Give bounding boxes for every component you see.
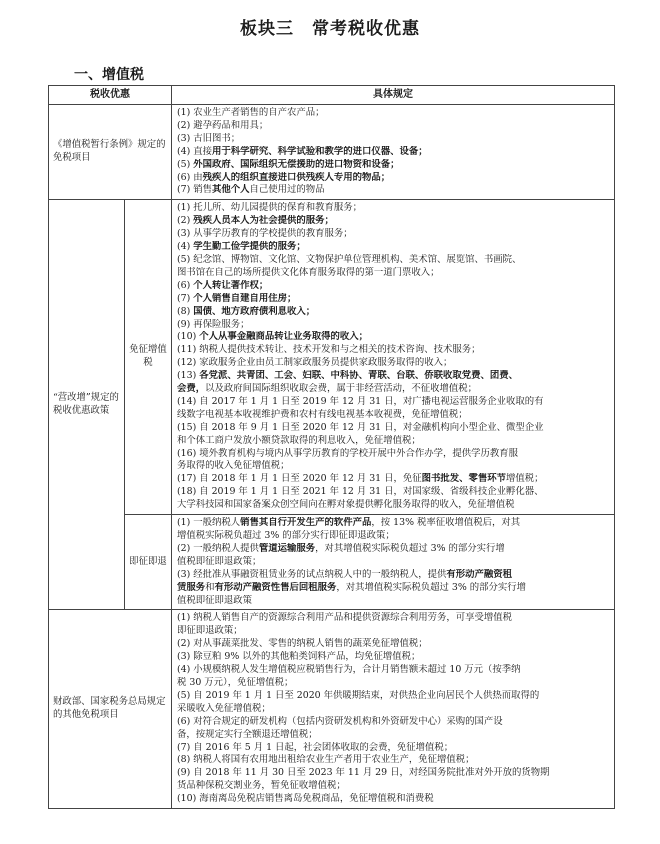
list-item [177, 543, 609, 556]
list-item [177, 396, 609, 409]
category-cell: 《增值税暂行条例》规定的免税项目 [49, 105, 172, 200]
table-header-row [49, 86, 615, 105]
list-item [177, 172, 609, 185]
list-item [177, 267, 609, 280]
list-item [177, 146, 609, 159]
item-text: (1) 一般纳税人 [177, 517, 241, 529]
list-item [177, 499, 609, 512]
list-item [177, 767, 609, 780]
item-bold-text: 个人转让著作权； [193, 279, 269, 291]
list-item [177, 254, 609, 267]
list-item [177, 280, 609, 293]
item-bold-text: 管道运输服务 [258, 542, 316, 554]
item-bold-text: 个人销售自建自用住房； [193, 292, 297, 304]
item-text: (6) [177, 279, 194, 291]
item-text: 货品种保税交割业务，暂免征收增值税； [177, 780, 346, 792]
item-bold-text: 会费， [177, 383, 206, 395]
list-item [177, 228, 609, 241]
content-cell [172, 515, 615, 610]
list-item [177, 569, 609, 582]
item-text: ，按 13% 税率征收增值税后，对其 [371, 517, 521, 529]
list-item [177, 780, 609, 793]
list-item [177, 202, 609, 215]
item-text: ，对其增值税实际税负超过 3% 的部分实行增 [315, 542, 505, 554]
item-text: (4) 小规模纳税人发生增值税应税销售行为，合计月销售额未超过 10 万元（按季纳 [177, 664, 521, 676]
item-text: (10) [177, 331, 200, 343]
list-item [177, 582, 609, 595]
item-text: (1) 纳税人销售自产的资源综合利用产品和提供资源综合利用劳务，可享受增值税 [177, 612, 513, 624]
list-item [177, 344, 609, 357]
list-item [177, 460, 609, 473]
category-cell: 财政部、国家税务总局规定的其他免税项目 [49, 610, 172, 809]
list-item [177, 793, 609, 806]
list-item [177, 595, 609, 608]
item-bold-text: 残疾人的组织直接进口供残疾人专用的物品； [202, 171, 391, 183]
list-item [177, 703, 609, 716]
item-text: (3) 从事学历教育的学校提供的教育服务； [177, 228, 353, 240]
item-text: (8) [177, 305, 194, 317]
list-item [177, 319, 609, 332]
table-row [49, 200, 615, 515]
item-bold-text: 有形动产融资性售后回租服务 [214, 581, 337, 593]
item-bold-text: 其他个人 [212, 184, 250, 196]
item-text: (10) 海南离岛免税店销售离岛免税商品，免征增值税和消费税 [177, 793, 434, 805]
header-tax-benefit: 税收优惠 [49, 86, 172, 105]
list-item [177, 215, 609, 228]
item-text: (7) [177, 292, 194, 304]
list-item [177, 690, 609, 703]
item-text: (5) 自 2019 年 1 月 1 日至 2020 年供暖期结束，对供热企业向居民个人供热而取得的 [177, 689, 540, 701]
item-text: (5) [177, 158, 194, 170]
content-cell [172, 105, 615, 200]
list-item [177, 729, 609, 742]
list-item [177, 517, 609, 530]
list-item [177, 651, 609, 664]
list-item [177, 556, 609, 569]
list-item [177, 133, 609, 146]
list-item [177, 664, 609, 677]
list-item [177, 473, 609, 486]
list-item [177, 159, 609, 172]
list-item [177, 612, 609, 625]
item-text: (14) 自 2017 年 1 月 1 日至 2019 年 12 月 31 日，对广播电视运营服务企业收取的有 [177, 395, 544, 407]
table-row [49, 610, 615, 809]
list-item [177, 306, 609, 319]
item-text: (3) 古旧图书； [177, 132, 241, 144]
table-row [49, 515, 615, 610]
item-text: 线数字电视基本收视维护费和农村有线电视基本收视费，免征增值税； [177, 408, 468, 420]
content-cell [172, 200, 615, 515]
list-item [177, 107, 609, 120]
item-text: (7) 自 2016 年 5 月 1 日起，社会团体收取的会费，免征增值税； [177, 741, 454, 753]
item-text: (17) 自 2018 年 1 月 1 日至 2020 年 12 月 31 日，免征 [177, 473, 422, 485]
list-item [177, 742, 609, 755]
item-text: (3) 除豆粕 9% 以外的其他粕类饲料产品，均免征增值税； [177, 651, 421, 663]
item-text: (9) 再保险服务； [177, 318, 250, 330]
list-item [177, 422, 609, 435]
list-item [177, 370, 609, 383]
list-item [177, 357, 609, 370]
item-text: (6) 对符合规定的研发机构（包括内资研发机构和外资研发中心）采购的国产设 [177, 715, 503, 727]
item-bold-text: 赁服务 [177, 581, 206, 593]
list-item [177, 530, 609, 543]
item-text: (6) 由 [177, 171, 203, 183]
item-text: (12) 家政服务企业由员工制家政服务员提供家政服务取得的收入； [177, 357, 453, 369]
list-item [177, 716, 609, 729]
item-text: (8) 纳税人将国有农用地出租给农业生产者用于农业生产，免征增值税； [177, 754, 475, 766]
content-cell [172, 610, 615, 809]
item-text: (5) 纪念馆、博物馆、文化馆、文物保护单位管理机构、美术馆、展览馆、书画院、 [177, 253, 522, 265]
item-text: 值税即征即退政策 [177, 594, 253, 606]
list-item [177, 241, 609, 254]
item-text: 税 30 万元），免征增值税； [177, 676, 294, 688]
list-item [177, 625, 609, 638]
item-text: (13) [177, 370, 200, 382]
category-cell: “营改增”规定的税收优惠政策 [49, 200, 125, 610]
item-text: 大学科技园和国家备案众创空间向在孵对象提供孵化服务取得的收入，免征增值税 [177, 499, 515, 511]
item-text: 增值税； [506, 473, 544, 485]
list-item [177, 331, 609, 344]
list-item [177, 486, 609, 499]
item-bold-text: 残疾人员本人为社会提供的服务； [193, 215, 334, 227]
item-text: (2) [177, 215, 194, 227]
list-item [177, 448, 609, 461]
section-heading: 一、增值税 [74, 67, 144, 83]
list-item [177, 409, 609, 422]
item-bold-text: 图书批发、零售环节 [421, 473, 507, 485]
item-text: (1) 托儿所、幼儿园提供的保育和教育服务； [177, 202, 363, 214]
item-text: 备，按规定实行全额退还增值税； [177, 728, 318, 740]
item-bold-text: 国债、地方政府债利息收入； [193, 305, 316, 317]
item-text: (2) 避孕药品和用具； [177, 119, 269, 131]
item-text: (4) 直接 [177, 145, 213, 157]
item-text: 图书馆在自己的场所提供文化体育服务取得的第一道门票收入； [177, 266, 440, 278]
item-text: (2) 一般纳税人提供 [177, 542, 259, 554]
list-item [177, 435, 609, 448]
item-bold-text: 用于科学研究、科学试验和教学的进口仪器、设备； [212, 145, 428, 157]
item-text: (15) 自 2018 年 9 月 1 日至 2020 年 12 月 31 日，对金融机构向小型企业、微型企业 [177, 421, 544, 433]
item-bold-text: 学生勤工俭学提供的服务； [193, 241, 306, 253]
item-text: 增值税实际税负超过 3% 的部分实行即征即退政策； [177, 530, 395, 541]
item-bold-text: 各党派、共青团、工会、妇联、中科协、青联、台联、侨联收取党费、团费、 [199, 370, 518, 382]
item-text: 务取得的收入免征增值税； [177, 460, 290, 472]
item-bold-text: 个人从事金融商品转让业务取得的收入； [199, 331, 368, 343]
item-bold-text: 有形动产融资租 [446, 568, 513, 580]
header-specific-rules: 具体规定 [172, 86, 615, 105]
item-text: (4) [177, 241, 194, 253]
subcategory-cell: 免征增值税 [125, 200, 172, 515]
subcategory-cell: 即征即退 [125, 515, 172, 610]
list-item [177, 120, 609, 133]
item-text: (1) 农业生产者销售的自产农产品； [177, 107, 325, 118]
item-bold-text: 外国政府、国际组织无偿援助的进口物资和设备； [193, 158, 400, 170]
item-bold-text: 销售其自行开发生产的软件产品 [240, 517, 372, 529]
item-text: 即征即退政策； [177, 625, 243, 637]
tax-benefit-table [48, 85, 615, 809]
list-item [177, 383, 609, 396]
list-item [177, 184, 609, 197]
list-item [177, 638, 609, 651]
item-text: 和 [205, 581, 215, 593]
item-text: 采暖收入免征增值税； [177, 702, 271, 714]
page-title: 板块三 常考税收优惠 [240, 19, 420, 39]
item-text: (18) 自 2019 年 1 月 1 日至 2021 年 12 月 31 日，对国家级、省级科技企业孵化器、 [177, 486, 544, 498]
item-text: 自己使用过的物品 [249, 184, 325, 196]
item-text: 值税即征即退政策； [177, 555, 262, 567]
item-text: (7) 销售 [177, 184, 213, 196]
item-text: (3) 经批准从事融资租赁业务的试点纳税人中的一般纳税人，提供 [177, 568, 447, 580]
list-item [177, 754, 609, 767]
list-item [177, 677, 609, 690]
table-row [49, 105, 615, 200]
item-text: (2) 对从事蔬菜批发、零售的纳税人销售的蔬菜免征增值税； [177, 638, 428, 650]
list-item [177, 293, 609, 306]
item-text: (9) 自 2018 年 11 月 30 日至 2023 年 11 月 29 日，对经国务院批准对外开放的货物期 [177, 767, 550, 779]
item-text: ，对其增值税实际税负超过 3% 的部分实行增 [336, 581, 527, 593]
item-text: (11) 纳税人提供技术转让、技术开发和与之相关的技术咨询、技术服务； [177, 344, 481, 356]
item-text: 和个体工商户发放小额贷款取得的利息收入，免征增值税； [177, 434, 421, 446]
item-text: 以及政府间国际组织收取会费，属于非经营活动，不征收增值税； [205, 383, 478, 395]
item-text: (16) 境外教育机构与境内从事学历教育的学校开展中外合作办学，提供学历教育服 [177, 447, 518, 459]
